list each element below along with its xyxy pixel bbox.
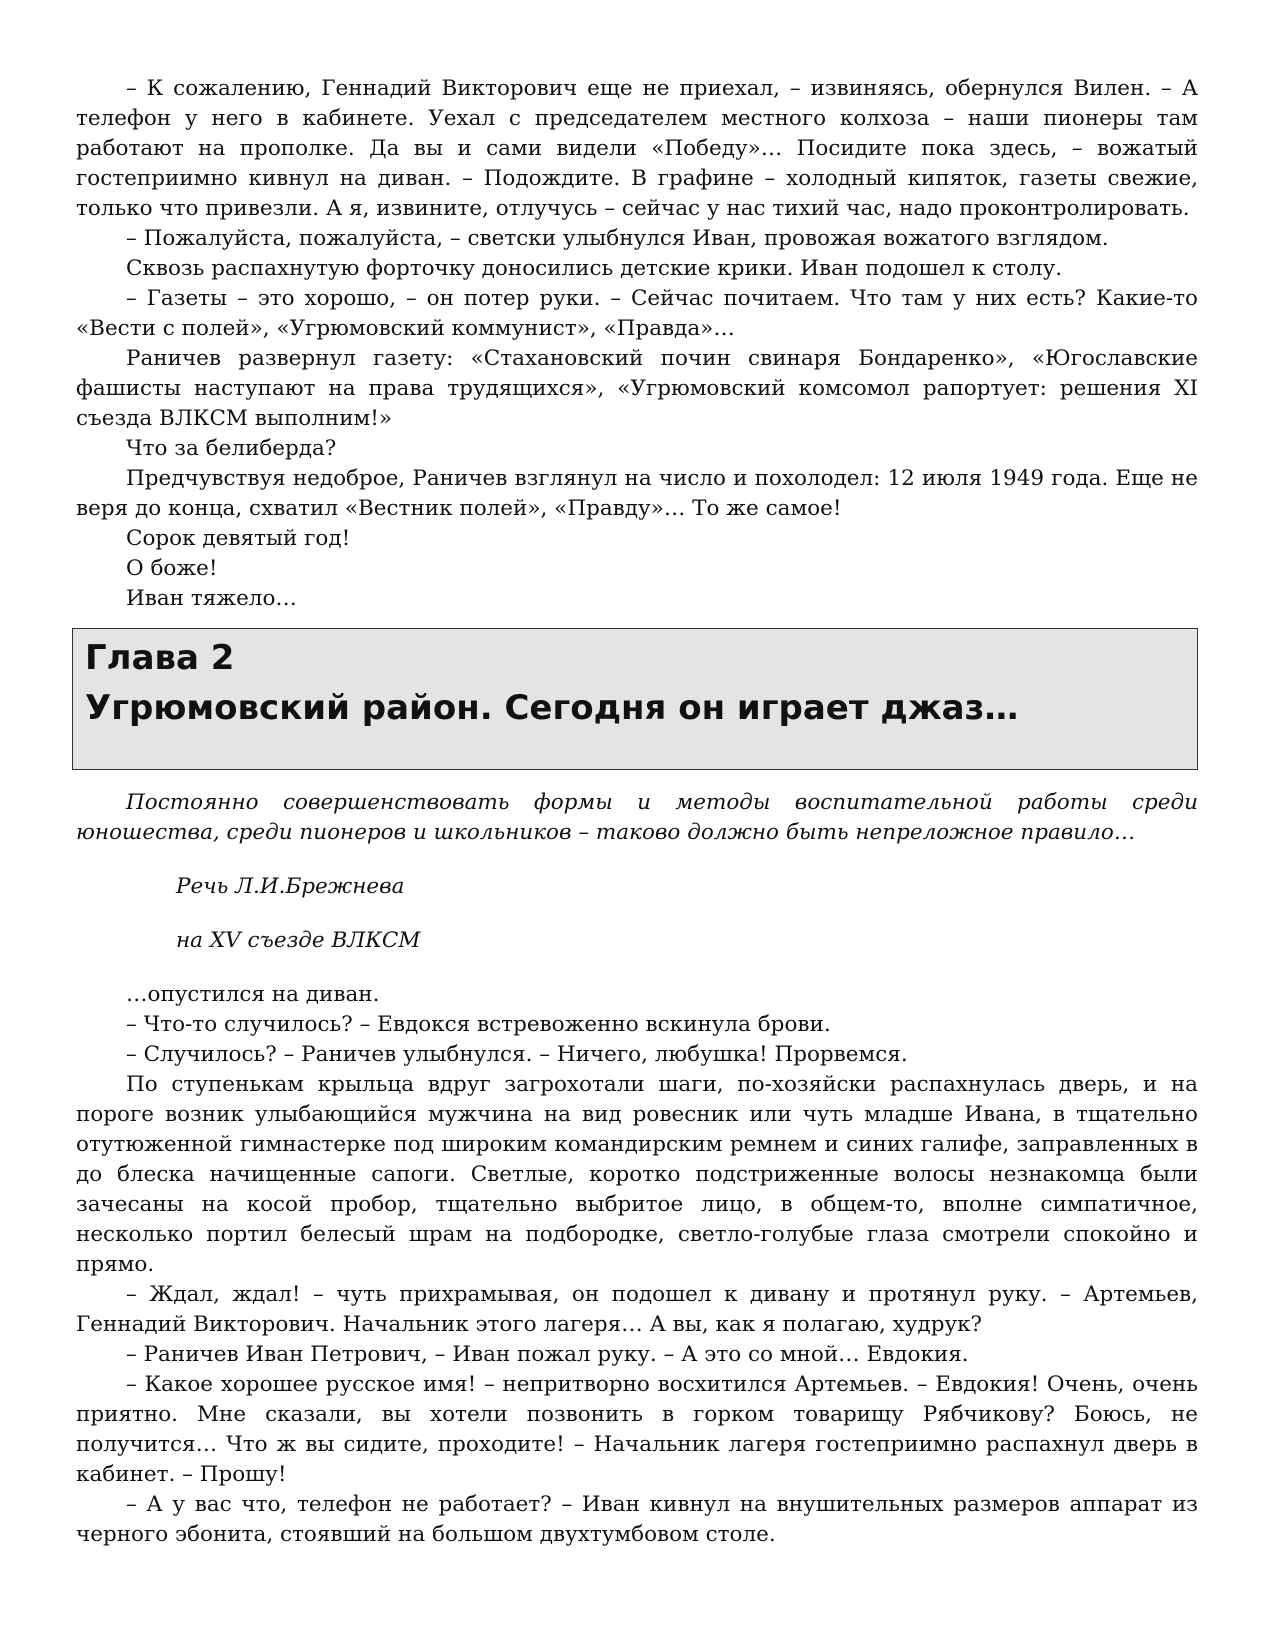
text-block-bottom [76, 980, 1198, 1550]
paragraph: Сорок девятый год! [126, 526, 351, 551]
chapter-title: Угрюмовский район. Сегодня он играет джаз… [85, 688, 1019, 728]
epigraph-quote: Постоянно совершенствовать формы и методы воспитательной работы среди юношества, среди пионеров и школьников – таково должно быть непреложное правило… [76, 790, 1198, 845]
chapter-number: Глава 2 [85, 638, 235, 678]
paragraph: – Ждал, ждал! – чуть прихрамывая, он подошел к дивану и протянул руку. – Артемьев, Геннадий Викторович. Начальник этого лагеря… А вы, как я полагаю, худрук? [76, 1282, 1198, 1337]
paragraph: Что за белиберда? [126, 436, 337, 461]
chapter-heading-box [72, 628, 1198, 770]
epigraph [76, 788, 1198, 956]
epigraph-source-speech: Речь Л.И.Брежнева [176, 874, 405, 899]
paragraph: – Случилось? – Раничев улыбнулся. – Ничего, любушка! Прорвемся. [126, 1042, 908, 1067]
paragraph: Иван тяжело… [126, 586, 297, 611]
paragraph: Сквозь распахнутую форточку доносились детские крики. Иван подошел к столу. [126, 256, 1063, 281]
paragraph: – Что-то случилось? – Евдокся встревоженно вскинула брови. [126, 1012, 831, 1037]
paragraph: …опустился на диван. [126, 982, 380, 1007]
paragraph: – Раничев Иван Петрович, – Иван пожал руку. – А это со мной… Евдокия. [126, 1342, 969, 1367]
paragraph: – Пожалуйста, пожалуйста, – светски улыбнулся Иван, провожая вожатого взглядом. [126, 226, 1109, 251]
paragraph: – К сожалению, Геннадий Викторович еще не приехал, – извиняясь, обернулся Вилен. – А телефон у него в кабинете. Уехал с председателем местного колхоза – наши пионеры там работают на прополке. Да вы и сами видели «Победу»… Посидите пока здесь, – вожатый гостеприимно кивнул на диван. – Подождите. В графине – холодный кипяток, газеты свежие, только что привезли. А я, извините, отлучусь – сейчас у нас тихий час, надо проконтролировать. [76, 76, 1198, 221]
paragraph: – Газеты – это хорошо, – он потер руки. – Сейчас почитаем. Что там у них есть? Какие-то «Вести с полей», «Угрюмовский коммунист», «Правда»… [76, 286, 1198, 341]
paragraph: – А у вас что, телефон не работает? – Иван кивнул на внушительных размеров аппарат из черного эбонита, стоявший на большом двухтумбовом столе. [76, 1492, 1198, 1547]
text-block-top [76, 74, 1198, 614]
paragraph: Предчувствуя недоброе, Раничев взглянул на число и похолодел: 12 июля 1949 года. Еще не веря до конца, схватил «Вестник полей», «Правду»… То же самое! [76, 466, 1198, 521]
paragraph: Раничев развернул газету: «Стахановский почин свинаря Бондаренко», «Югославские фашисты наступают на права трудящихся», «Угрюмовский комсомол рапортует: решения XI съезда ВЛКСМ выполним!» [76, 346, 1198, 431]
paragraph: – Какое хорошее русское имя! – непритворно восхитился Артемьев. – Евдокия! Очень, очень приятно. Мне сказали, вы хотели позвонить в горком товарищу Рябчикову? Боюсь, не получится… Что ж вы сидите, проходите! – Начальник лагеря гостеприимно распахнул дверь в кабинет. – Прошу! [76, 1372, 1198, 1487]
paragraph: По ступенькам крыльца вдруг загрохотали шаги, по-хозяйски распахнулась дверь, и на пороге возник улыбающийся мужчина на вид ровесник или чуть младше Ивана, в тщательно отутюженной гимнастерке под широким командирским ремнем и синих галифе, заправленных в до блеска начищенные сапоги. Светлые, коротко подстриженные волосы незнакомца были зачесаны на косой пробор, тщательно выбритое лицо, в общем-то, вполне симпатичное, несколько портил белесый шрам на подбородке, светло-голубые глаза смотрели спокойно и прямо. [76, 1072, 1198, 1277]
book-page [76, 74, 1198, 1550]
paragraph: О боже! [126, 556, 218, 581]
epigraph-source-event: на XV съезде ВЛКСМ [176, 928, 421, 953]
